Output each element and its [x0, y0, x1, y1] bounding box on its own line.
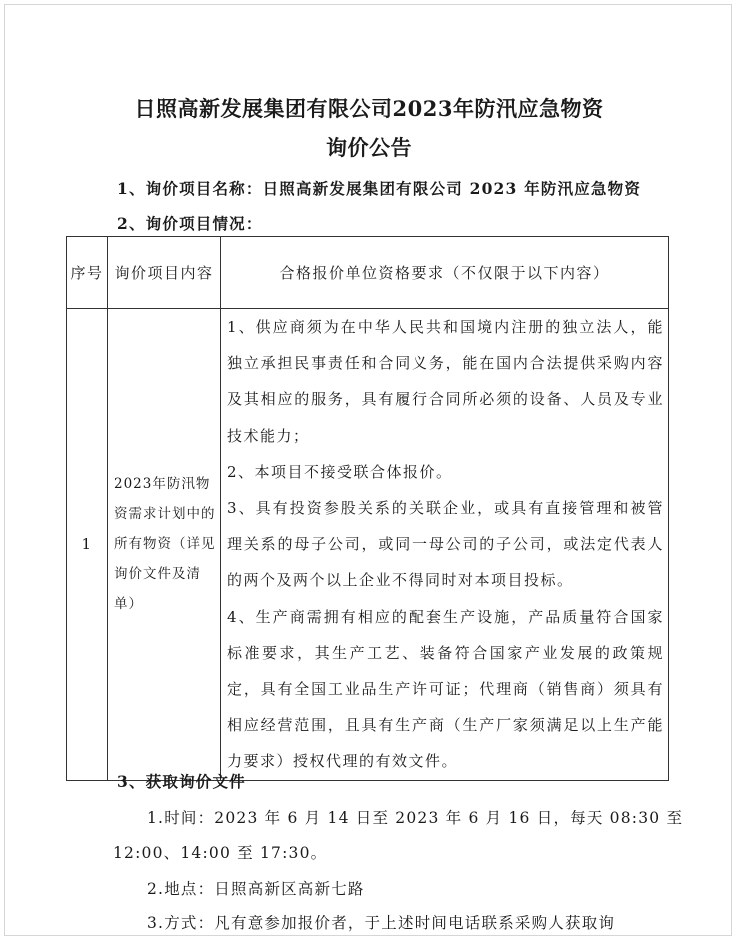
table-row	[67, 309, 669, 781]
obtain-place: 2.地点：日照高新区高新七路	[147, 880, 365, 898]
table-header-row	[67, 237, 669, 309]
row-no: 1	[67, 309, 108, 781]
section-obtain-docs: 3、获取询价文件	[117, 772, 246, 791]
requirement-2: 2、本项目不接受联合体报价。	[227, 462, 453, 481]
header-requirements: 合格报价单位资格要求（不仅限于以下内容）	[221, 237, 669, 309]
row-item-cell	[108, 309, 221, 781]
row-requirements-cell	[221, 309, 669, 781]
document-title: 日照高新发展集团有限公司2023年防汛应急物资	[134, 96, 604, 121]
obtain-time-line2: 12:00、14:00 至 17:30。	[113, 844, 328, 862]
requirement-4: 4、生产商需拥有相应的配套生产设施，产品质量符合国家标准要求，其生产工艺、装备符合国家产业发展的政策规定，具有全国工业品生产许可证；代理商（销售商）须具有相应经营范围，且具有生产商（生产厂家须满足以上生产能力要求）授权代理的有效文件。	[227, 607, 664, 771]
obtain-time-line1: 1.时间：2023 年 6 月 14 日至 2023 年 6 月 16 日，每天 08:30 至	[147, 809, 684, 827]
requirement-3: 3、具有投资参股关系的关联企业，或具有直接管理和被管理关系的母子公司，或同一母公司的子公司，或法定代表人的两个及两个以上企业不得同时对本项目投标。	[227, 499, 664, 590]
header-item: 询价项目内容	[108, 237, 221, 309]
section-project-info: 2、询价项目情况：	[117, 214, 263, 233]
row-item-text: 2023年防汛物资需求计划中的所有物资（详见询价文件及清单）	[114, 476, 216, 613]
document-subtitle: 询价公告	[326, 135, 412, 160]
requirement-1: 1、供应商须为在中华人民共和国境内注册的独立法人，能独立承担民事责任和合同义务，能在国内合法提供采购内容及其相应的服务，具有履行合同所必须的设备、人员及专业技术能力；	[227, 318, 664, 445]
requirements-table	[66, 236, 669, 781]
header-no: 序号	[67, 237, 108, 309]
obtain-method: 3.方式：凡有意参加报价者，于上述时间电话联系采购人获取询	[147, 914, 616, 932]
section-project-name: 1、询价项目名称：日照高新发展集团有限公司 2023 年防汛应急物资	[117, 179, 642, 198]
